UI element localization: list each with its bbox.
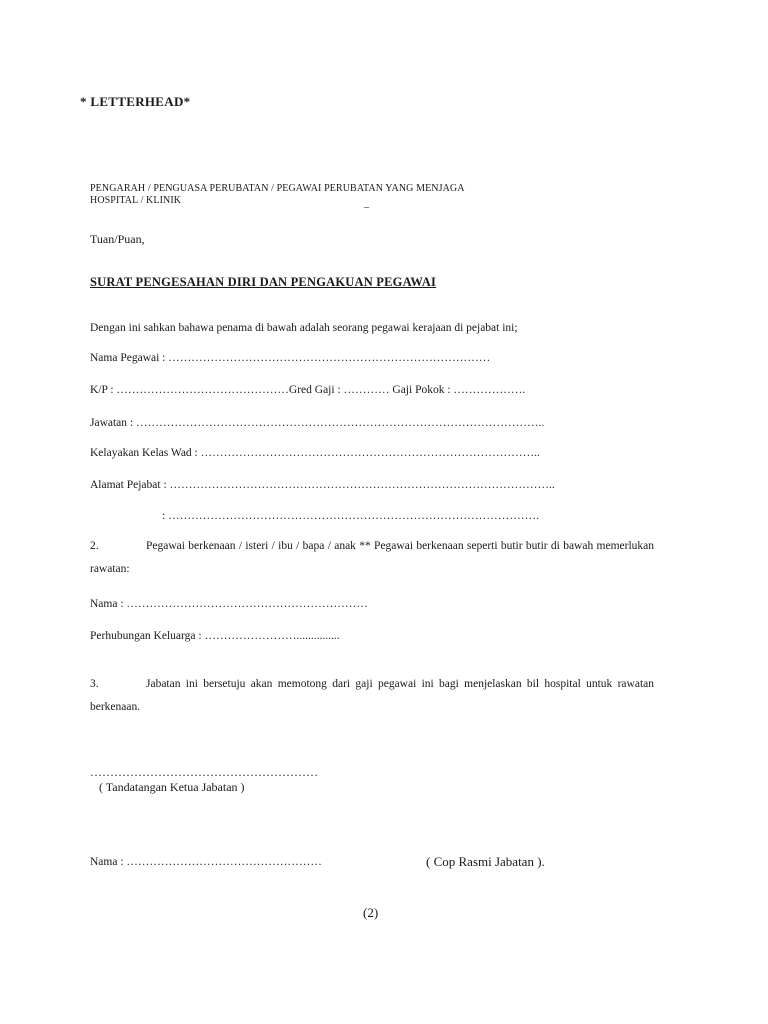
signature-label: ( Tandatangan Ketua Jabatan ): [99, 780, 245, 794]
recipient-address-line-1: PENGARAH / PENGUASA PERUBATAN / PEGAWAI PERUBATAN YANG MENJAGA: [90, 183, 465, 194]
intro-paragraph: Dengan ini sahkan bahawa penama di bawah adalah seorang pegawai kerajaan di pejabat ini;: [90, 322, 518, 334]
field-nama-pesakit[interactable]: Nama : ………………………………………………………: [90, 598, 368, 610]
field-alamat-pejabat[interactable]: Alamat Pejabat : ………………………………………………………………………………………..: [90, 479, 555, 491]
paragraph-2: [90, 535, 654, 581]
paragraph-2-number: 2.: [90, 540, 99, 552]
salutation: Tuan/Puan,: [90, 232, 145, 246]
paragraph-2-text: Pegawai berkenaan / isteri / ibu / bapa / anak ** Pegawai berkenaan seperti butir butir di bawah memerlukan rawatan:: [90, 540, 654, 575]
field-alamat-pejabat-line-2[interactable]: : …………………………………………………………………………………….: [162, 510, 539, 522]
paragraph-3-number: 3.: [90, 678, 99, 690]
field-kelayakan-kelas-wad[interactable]: Kelayakan Kelas Wad : ……………………………………………………………………………..: [90, 447, 540, 459]
field-nama-pegawai[interactable]: Nama Pegawai : …………………………………………………………………………: [90, 352, 491, 364]
recipient-address-line-2: HOSPITAL / KLINIK: [90, 195, 182, 206]
page-number: (2): [363, 905, 379, 920]
field-perhubungan-keluarga[interactable]: Perhubungan Keluarga : ……………………...............: [90, 630, 340, 642]
field-nama-ketua[interactable]: Nama : ……………………………………………: [90, 856, 322, 868]
field-jawatan[interactable]: Jawatan : ……………………………………………………………………………………………..: [90, 417, 545, 429]
letterhead: * LETTERHEAD*: [80, 94, 191, 109]
field-kp-gred-gaji[interactable]: K/P : ………………………………………Gred Gaji : ………… Gaji Pokok : ……………….: [90, 384, 526, 396]
signature-line[interactable]: …………………………………………………: [90, 765, 318, 779]
paragraph-3-text: Jabatan ini bersetuju akan memotong dari gaji pegawai ini bagi menjelaskan bil hospital untuk rawatan berkenaan.: [90, 678, 654, 713]
document-title: SURAT PENGESAHAN DIRI DAN PENGAKUAN PEGAWAI: [90, 275, 437, 289]
address-mark: _: [364, 198, 369, 209]
official-stamp-label: ( Cop Rasmi Jabatan ).: [426, 854, 545, 869]
paragraph-3: [90, 673, 654, 719]
